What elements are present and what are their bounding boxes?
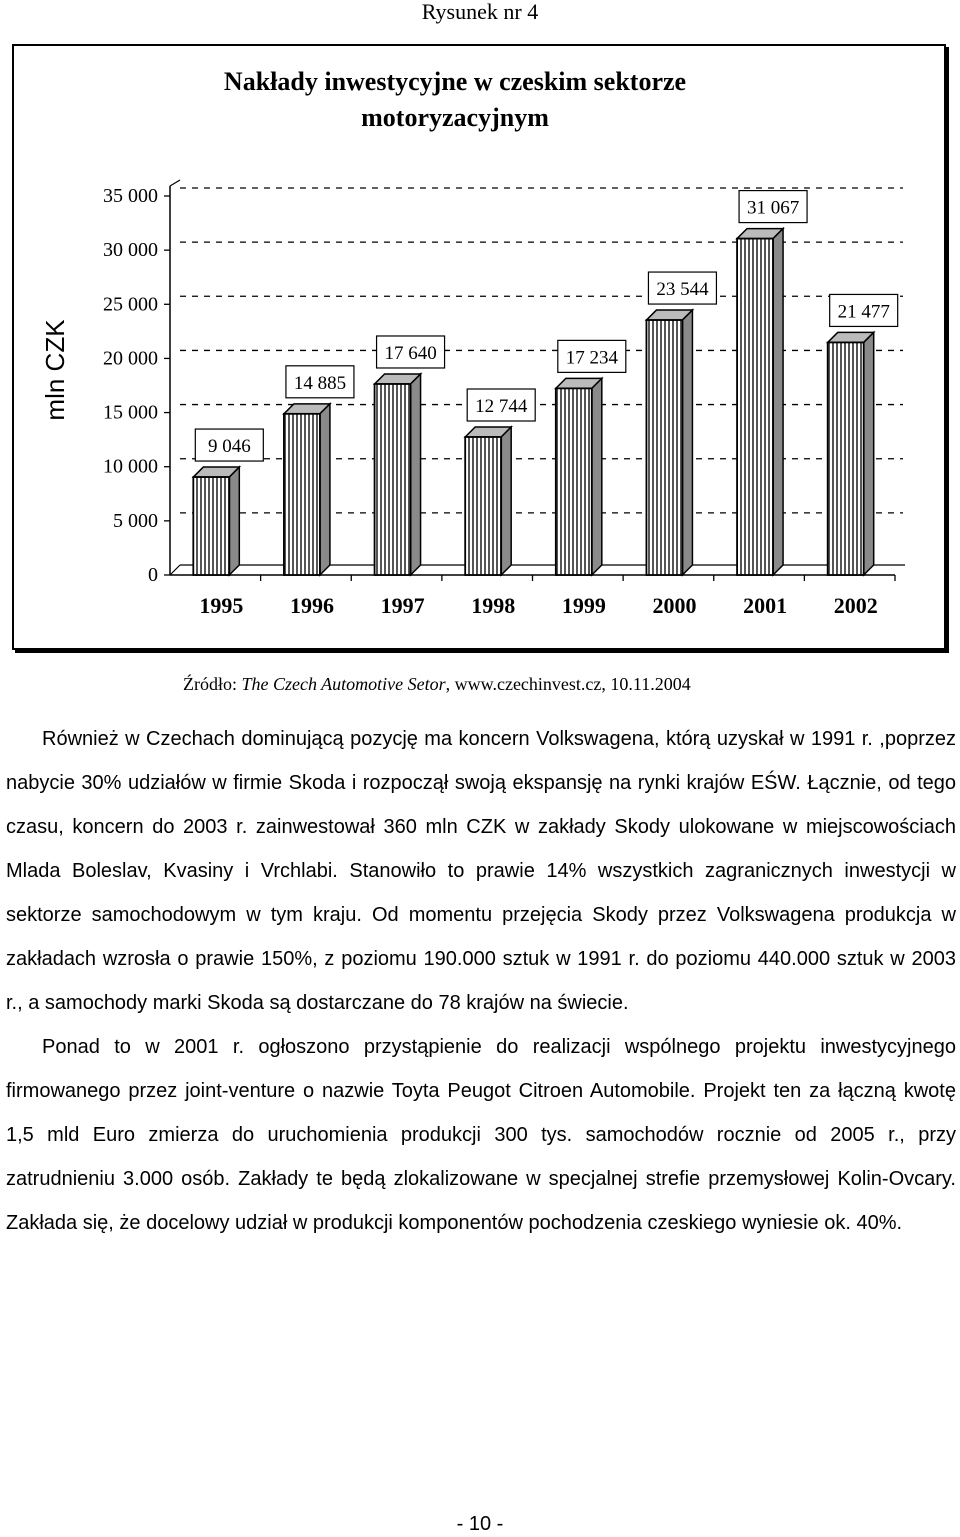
x-tick-label: 2000 [652,593,697,618]
page-number: - 10 - [456,1513,504,1535]
bar-side [592,378,602,575]
data-label: 31 067 [746,197,800,219]
y-tick-label: 0 [148,564,158,586]
y-tick-label: 15 000 [103,401,158,424]
bar [193,477,229,575]
bar [556,388,592,575]
source-prefix: Źródło: [183,674,242,694]
bar [465,437,501,575]
bar [828,342,864,575]
data-label: 14 885 [293,372,347,394]
bar-side [501,427,511,575]
bar [737,239,773,575]
bar [646,320,682,575]
x-tick-label: 1996 [289,593,334,618]
paragraph-1: Również w Czechach dominującą pozycję ma koncern Volkswagena, którą uzyskał w 1991 r. ,poprzez nabycie 30% udziałów w firmie Skoda i rozpoczął swoją ekspansję na rynki krajów EŚW. Łącznie, od tego czasu, koncern do 2003 r. zainwestował 360 mln CZK w zakłady Skody ulokowane w miejscowościach Mlada Boleslav, Kvasiny i Vrchlabi. Stanowiło to prawie 14% wszystkich zagranicznych inwestycji w sektorze samochodowym w tym kraju. Od momentu przejęcia Skody przez Volkswagena produkcja w zakładach wzrosła o prawie 150%, z poziomu 190.000 sztuk w 1991 r. do poziomu 440.000 sztuk w 2003 r., a samochody marki Skoda są dostarczane do 78 krajów na świecie. [6,728,956,1014]
y-tick-label: 10 000 [103,455,158,478]
figure-label: Rysunek nr 4 [421,0,539,24]
body-text [6,717,956,1245]
bar-side [229,467,239,575]
data-label: 17 234 [565,347,618,369]
y-tick-label: 20 000 [103,347,158,370]
bar [284,414,320,575]
source-title: The Czech Automotive Setor [241,674,446,694]
source-suffix: , www.czechinvest.cz, 10.11.2004 [445,674,691,694]
bar [375,384,411,575]
data-label: 12 744 [475,396,528,418]
data-label: 9 046 [207,436,251,458]
x-tick-label: 1998 [471,593,516,618]
y-axis-depth [170,180,180,186]
axes [164,180,905,581]
x-tick-label: 2001 [743,593,788,618]
data-label: 23 544 [656,279,709,301]
source-note [183,672,691,696]
y-tick-label: 30 000 [103,239,158,262]
paragraph-2: Ponad to w 2001 r. ogłoszono przystąpienie do realizacji wspólnego projektu inwestycyjnego firmowanego przez joint-venture o nazwie Toyta Peugot Citroen Automobile. Projekt ten za łączną kwotę 1,5 mld Euro zmierza do uruchomienia produkcji 300 tys. samochodów rocznie od 2005 r., przy zatrudnieniu 3.000 osób. Zakłady te będą zlokalizowane w specjalnej strefie przemysłowej Kolin-Ovcary. Zakłada się, że docelowy udział w produkcji komponentów pochodzenia czeskiego wyniesie ok. 40%. [6,1036,956,1234]
y-tick-label: 5 000 [113,509,158,532]
x-tick-label: 1999 [561,593,606,618]
x-tick-label: 1995 [199,593,244,618]
x-tick-label: 1997 [380,593,425,618]
bar-side [411,374,421,575]
floor-depth [170,565,180,575]
data-label: 21 477 [837,301,890,323]
bar-side [864,332,874,575]
data-label: 17 640 [384,342,437,364]
chart-title: Nakłady inwestycyjne w czeskim sektorze motoryzacyjnym [223,67,687,132]
y-tick-label: 25 000 [103,293,158,316]
bar-side [320,404,330,575]
y-axis-label: mln CZK [40,319,70,421]
bar-chart [0,0,960,660]
y-tick-label: 35 000 [103,185,158,207]
bar-side [773,229,783,575]
x-tick-label: 2002 [833,593,878,618]
bar-side [682,310,692,575]
